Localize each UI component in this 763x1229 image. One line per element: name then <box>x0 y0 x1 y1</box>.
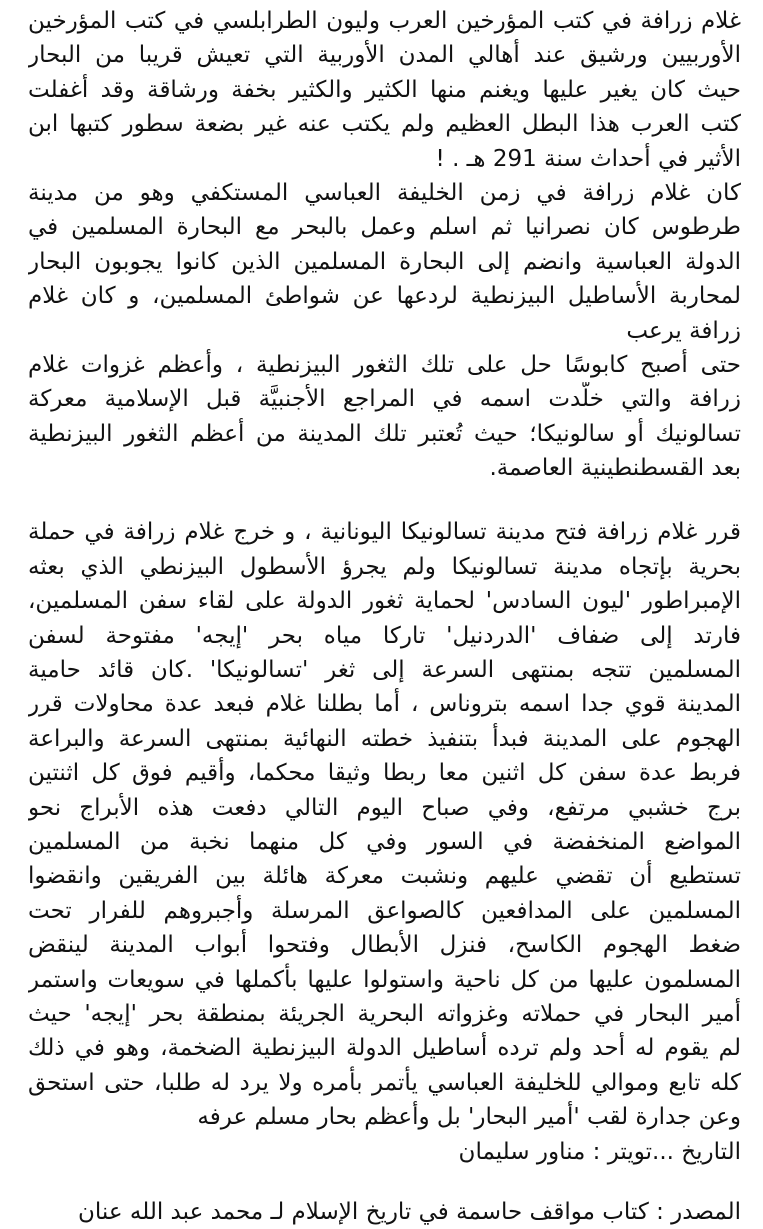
text-line: برج خشبي مرتفع، وفي صباح اليوم التالي دفعت هذه الأبراج نحو <box>28 794 741 821</box>
text-line: المسلمون عليها من كل ناحية واستولوا عليها بأكملها في سويعات واستمر <box>28 966 741 993</box>
source-citation <box>28 1195 741 1229</box>
paragraph-gap <box>28 485 741 515</box>
article-body <box>28 0 741 1229</box>
text-line: الأوربيين ورشيق عند أهالي المدن الأوربية التي تعيش قريبا من البحار <box>28 42 741 69</box>
text-line: بحرية بإتجاه مدينة تسالونيكا ولم يجرؤ الأسطول البيزنطي الذي بعثه <box>28 553 741 580</box>
paragraph-gap <box>28 1169 741 1195</box>
text-line: المدينة قوي جدا اسمه بتروناس ، أما بطلنا غلام فبعد عدة محاولات قرر <box>28 691 741 718</box>
paragraph-intro <box>28 0 741 176</box>
text-line: الأثير في أحداث سنة 291 هـ . ! <box>435 145 741 172</box>
text-line: زرافة يرعب <box>626 317 741 344</box>
text-line: فارتد إلى ضفاف 'الدردنيل' تاركا مياه بحر 'إيجه' مفتوحة لسفن <box>28 622 741 649</box>
paragraph-thessaloniki-intro <box>28 348 741 486</box>
text-line: ضغط الهجوم الكاسح، فنزل الأبطال وفتحوا أبواب المدينة لينقض <box>28 932 741 959</box>
text-line: تستطيع أن تقضي عليهم ونشبت معركة هائلة بين الفريقين وانقضوا <box>28 863 741 890</box>
text-line: طرطوس كان نصرانيا ثم اسلم وعمل بالبحر مع البحارة المسلمين في <box>28 214 741 241</box>
text-line: الهجوم على المدينة فبدأ بتنفيذ خطته النهائية بمنتهى السرعة والبراعة <box>28 725 741 752</box>
text-line: الإمبراطور 'ليون السادس' لحماية ثغور الدولة على لقاء سفن المسلمين، <box>28 588 741 615</box>
text-line: وعن جدارة لقب 'أمير البحار' بل وأعظم بحار مسلم عرفه <box>197 1104 741 1131</box>
text-line: المواضع المنخفضة في السور وفي كل منهما نخبة من المسلمين <box>28 828 741 855</box>
text-line: بعد القسطنطينية العاصمة. <box>489 455 741 482</box>
text-line: غلام زرافة في كتب المؤرخين العرب وليون الطرابلسي في كتب المؤرخين <box>28 8 741 34</box>
text-line: حيث كان يغير عليها ويغنم منها الكثير والكثير بخفة ورشاقة وقد أغفلت <box>28 76 741 103</box>
text-line: أمير البحار في حملاته وغزواته البحرية الجريئة بمنطقة بحر 'إيجه' حيث <box>28 1000 741 1027</box>
text-line: الدولة العباسية وانضم إلى البحارة المسلمين الذين كانوا يجوبون البحار <box>28 248 741 275</box>
text-line: زرافة والتي خلَّدت اسمه في المراجع الأجنبيَّة قبل الإسلامية معركة <box>28 386 741 413</box>
text-line: لمحاربة الأساطيل البيزنطية لردعها عن شواطئ المسلمين، و كان غلام <box>28 283 741 310</box>
text-line: حتى أصبح كابوسًا حل على تلك الثغور البيزنطية ، وأعظم غزوات غلام <box>28 351 741 378</box>
text-line: كان غلام زرافة في زمن الخليفة العباسي المستكفي وهو من مدينة <box>28 179 741 206</box>
text-line: المسلمين تتجه بمنتهى السرعة إلى ثغر 'تسالونيكا' .كان قائد حامية <box>28 657 741 684</box>
paragraph-origin <box>28 176 741 348</box>
text-line: كتب العرب هذا البطل العظيم ولم يكتب عنه غير بضعة سطور كتبها ابن <box>28 111 741 138</box>
text-line: المصدر : كتاب مواقف حاسمة في تاريخ الإسلام لـ محمد عبد الله عنان <box>78 1198 741 1225</box>
paragraph-campaign <box>28 515 741 1168</box>
author-credit: التاريخ ...تويتر : مناور سليمان <box>458 1138 741 1165</box>
text-line: المسلمين على المدافعين كالصواعق المرسلة وأجبروهم للفرار تحت <box>28 897 741 924</box>
text-line: فربط عدة سفن كل اثنين معا ربطا وثيقا محكما، وأقيم فوق كل اثنتين <box>28 760 741 787</box>
text-line: كله تابع وموالي للخليفة العباسي يأتمر بأمره ولا يرد له طلبا، حتى استحق <box>28 1069 741 1096</box>
text-line: تسالونيك أو سالونيكا؛ حيث تُعتبر تلك المدينة من أعظم الثغور البيزنطية <box>28 420 741 447</box>
text-line: قرر غلام زرافة فتح مدينة تسالونيكا اليونانية ، و خرج غلام زرافة في حملة <box>28 519 741 546</box>
text-line: لم يقوم له أحد ولم ترده أساطيل الدولة البيزنطية الضخمة، وهو في ذلك <box>28 1035 741 1062</box>
